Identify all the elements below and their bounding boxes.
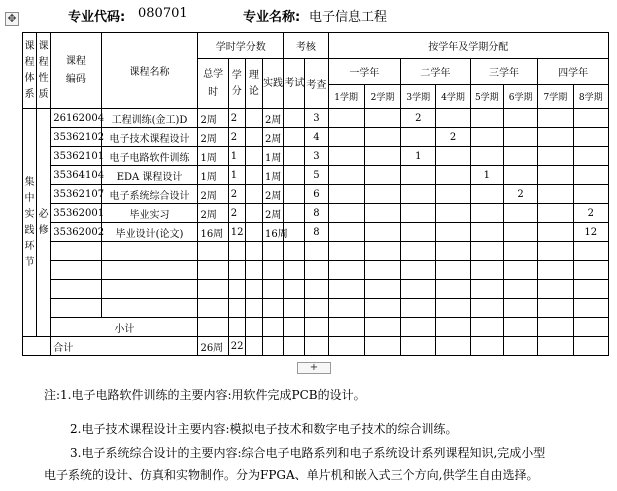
- empty-cell: [538, 242, 573, 261]
- total-label: 合计: [51, 337, 198, 356]
- total-cell: [364, 337, 400, 356]
- semester-cell: 2: [503, 185, 537, 204]
- course-code-cell: 35362002: [51, 223, 101, 242]
- col-practice: 实践: [262, 59, 283, 109]
- exam-cell: [284, 147, 305, 166]
- add-row-button[interactable]: +: [297, 362, 331, 374]
- course-name-cell: 电子系统综合设计: [101, 185, 198, 204]
- semester-cell: 1: [470, 166, 503, 185]
- semester-cell: [503, 204, 537, 223]
- semester-cell: [401, 204, 436, 223]
- note-2: 2.电子技术课程设计主要内容:模拟电子技术和数字电子技术的综合训练。: [70, 422, 458, 436]
- theory-cell: [245, 166, 262, 185]
- empty-cell: [228, 280, 245, 299]
- theory-cell: [245, 185, 262, 204]
- total-hours-cell: 1周: [198, 147, 228, 166]
- total-hours-cell: 2周: [198, 109, 228, 128]
- empty-cell: [262, 242, 283, 261]
- total-left-cell: [23, 337, 51, 356]
- practice-cell: 2周: [262, 204, 283, 223]
- course-nature-cell: 必修: [37, 109, 51, 337]
- semester-cell: [503, 128, 537, 147]
- table-row: [23, 299, 609, 318]
- subtotal-cell: [401, 318, 436, 337]
- check-cell: 5: [305, 166, 328, 185]
- subtotal-cell: [538, 318, 573, 337]
- col-assessment: 考核: [284, 33, 328, 59]
- semester-1: 1学期: [328, 85, 364, 109]
- practice-cell: 16周: [262, 223, 283, 242]
- year-1: 一学年: [328, 59, 401, 85]
- total-hours-sum: 26周: [198, 337, 228, 356]
- empty-cell: [328, 242, 364, 261]
- col-course-name: 课程名称: [101, 33, 198, 109]
- semester-cell: [503, 109, 537, 128]
- course-code-cell: 35364104: [51, 166, 101, 185]
- check-cell: 3: [305, 147, 328, 166]
- table-row: [23, 242, 609, 261]
- empty-cell: [470, 242, 503, 261]
- credits-cell: 2: [228, 204, 245, 223]
- semester-4: 4学期: [436, 85, 470, 109]
- empty-cell: [101, 261, 198, 280]
- total-cell: [538, 337, 573, 356]
- semester-cell: [364, 185, 400, 204]
- subtotal-cell: [305, 318, 328, 337]
- table-row: [23, 280, 609, 299]
- empty-cell: [284, 280, 305, 299]
- empty-cell: [401, 299, 436, 318]
- empty-cell: [401, 242, 436, 261]
- empty-cell: [245, 261, 262, 280]
- semester-cell: [436, 185, 470, 204]
- semester-cell: [538, 128, 573, 147]
- empty-cell: [364, 299, 400, 318]
- exam-cell: [284, 166, 305, 185]
- semester-cell: [503, 166, 537, 185]
- semester-cell: 2: [573, 204, 608, 223]
- course-code-cell: 35362101: [51, 147, 101, 166]
- col-hours-credits: 学时学分数: [198, 33, 284, 59]
- table-row: [23, 204, 609, 223]
- empty-cell: [503, 299, 537, 318]
- semester-cell: [328, 185, 364, 204]
- empty-cell: [538, 299, 573, 318]
- semester-cell: [538, 204, 573, 223]
- credits-cell: 1: [228, 166, 245, 185]
- course-code-cell: 35362102: [51, 128, 101, 147]
- empty-cell: [305, 299, 328, 318]
- empty-cell: [51, 299, 101, 318]
- empty-cell: [470, 261, 503, 280]
- table-row: [23, 109, 609, 128]
- semester-2: 2学期: [364, 85, 400, 109]
- semester-cell: [401, 185, 436, 204]
- empty-cell: [245, 280, 262, 299]
- practice-cell: 2周: [262, 185, 283, 204]
- empty-cell: [328, 299, 364, 318]
- col-exam: 考试: [284, 59, 305, 109]
- total-cell: [305, 337, 328, 356]
- empty-cell: [101, 242, 198, 261]
- empty-cell: [573, 261, 608, 280]
- major-name-label: 专业名称:: [243, 10, 301, 25]
- semester-cell: [328, 166, 364, 185]
- semester-8: 8学期: [573, 85, 608, 109]
- note-1: 注:1.电子电路软件训练的主要内容:用软件完成PCB的设计。: [44, 388, 366, 402]
- empty-cell: [573, 242, 608, 261]
- table-row: [23, 147, 609, 166]
- col-theory: 理论: [245, 59, 262, 109]
- subtotal-cell: [328, 318, 364, 337]
- semester-cell: [573, 128, 608, 147]
- empty-cell: [328, 280, 364, 299]
- empty-cell: [436, 280, 470, 299]
- table-row: [23, 166, 609, 185]
- semester-cell: [436, 109, 470, 128]
- empty-cell: [228, 261, 245, 280]
- credits-cell: 2: [228, 128, 245, 147]
- empty-cell: [262, 299, 283, 318]
- col-semester-distribution: 按学年及学期分配: [328, 33, 608, 59]
- empty-cell: [503, 242, 537, 261]
- exam-cell: [284, 204, 305, 223]
- empty-cell: [364, 242, 400, 261]
- empty-cell: [284, 242, 305, 261]
- empty-cell: [198, 261, 228, 280]
- subtotal-cell: [364, 318, 400, 337]
- empty-cell: [284, 261, 305, 280]
- subtotal-cell: [503, 318, 537, 337]
- semester-cell: [470, 223, 503, 242]
- semester-cell: 1: [401, 147, 436, 166]
- semester-cell: [470, 204, 503, 223]
- semester-6: 6学期: [503, 85, 537, 109]
- col-total-hours: [198, 59, 228, 109]
- empty-cell: [538, 261, 573, 280]
- col-course-nature: 课程性质: [37, 33, 51, 109]
- total-hours-cell: 2周: [198, 185, 228, 204]
- empty-cell: [228, 299, 245, 318]
- table-row: [23, 223, 609, 242]
- course-system-cell: 集中实践环节: [23, 109, 37, 337]
- empty-cell: [51, 242, 101, 261]
- check-cell: 6: [305, 185, 328, 204]
- check-cell: 3: [305, 109, 328, 128]
- credits-cell: 1: [228, 147, 245, 166]
- semester-cell: [573, 166, 608, 185]
- semester-cell: [538, 109, 573, 128]
- subtotal-cell: [436, 318, 470, 337]
- exam-cell: [284, 109, 305, 128]
- semester-cell: [538, 147, 573, 166]
- empty-cell: [573, 280, 608, 299]
- semester-cell: [328, 109, 364, 128]
- exam-cell: [284, 128, 305, 147]
- subtotal-label: 小计: [51, 318, 198, 337]
- major-name-value: 电子信息工程: [309, 10, 388, 25]
- semester-cell: [470, 128, 503, 147]
- semester-cell: [364, 166, 400, 185]
- theory-cell: [245, 223, 262, 242]
- col-course-code: [51, 33, 101, 109]
- empty-cell: [245, 242, 262, 261]
- theory-cell: [245, 147, 262, 166]
- semester-cell: [401, 223, 436, 242]
- semester-cell: [503, 223, 537, 242]
- semester-cell: [436, 223, 470, 242]
- semester-cell: [436, 166, 470, 185]
- empty-cell: [101, 280, 198, 299]
- empty-cell: [401, 261, 436, 280]
- semester-cell: [328, 223, 364, 242]
- total-cell: [262, 337, 283, 356]
- semester-cell: [470, 185, 503, 204]
- semester-5: 5学期: [470, 85, 503, 109]
- semester-cell: 2: [436, 128, 470, 147]
- total-cell: [503, 337, 537, 356]
- header-row-1: [23, 33, 609, 59]
- empty-cell: [573, 299, 608, 318]
- table-row: [23, 185, 609, 204]
- course-name-cell: 毕业实习: [101, 204, 198, 223]
- col-total-hours-text: 总学时: [203, 68, 224, 98]
- course-plan-table: [22, 32, 609, 356]
- subtotal-cell: [284, 318, 305, 337]
- empty-cell: [305, 280, 328, 299]
- semester-cell: [328, 204, 364, 223]
- semester-cell: [538, 166, 573, 185]
- major-code-value: 080701: [138, 6, 188, 21]
- semester-cell: [470, 147, 503, 166]
- note-3-line-2: 电子系统的设计、仿真和实物制作。分为FPGA、单片机和嵌入式三个方向,供学生自由选择。: [44, 468, 539, 482]
- col-course-system: 课程体系: [23, 33, 37, 109]
- practice-cell: 2周: [262, 128, 283, 147]
- subtotal-cell: [198, 318, 228, 337]
- semester-cell: [503, 147, 537, 166]
- empty-cell: [470, 299, 503, 318]
- table-row: [23, 128, 609, 147]
- semester-cell: [401, 128, 436, 147]
- theory-cell: [245, 109, 262, 128]
- subtotal-cell: [228, 318, 245, 337]
- total-hours-cell: 2周: [198, 204, 228, 223]
- credits-cell: 12: [228, 223, 245, 242]
- empty-cell: [364, 261, 400, 280]
- course-code-cell: 35362001: [51, 204, 101, 223]
- empty-cell: [228, 242, 245, 261]
- subtotal-row: [23, 318, 609, 337]
- empty-cell: [328, 261, 364, 280]
- course-plan-body: [23, 33, 609, 356]
- course-name-cell: 电子技术课程设计: [101, 128, 198, 147]
- total-hours-cell: 16周: [198, 223, 228, 242]
- semester-cell: [470, 109, 503, 128]
- col-course-code-text: 课程编码: [65, 55, 86, 85]
- total-row: [23, 337, 609, 356]
- theory-cell: [245, 128, 262, 147]
- empty-cell: [284, 299, 305, 318]
- empty-cell: [245, 299, 262, 318]
- empty-cell: [198, 242, 228, 261]
- semester-cell: [364, 204, 400, 223]
- empty-cell: [51, 261, 101, 280]
- empty-cell: [198, 280, 228, 299]
- credits-cell: 2: [228, 185, 245, 204]
- semester-cell: 12: [573, 223, 608, 242]
- empty-cell: [101, 299, 198, 318]
- note-3-line-1: 3.电子系统综合设计的主要内容:综合电子电路系列和电子系统设计系列课程知识,完成小型: [70, 446, 546, 460]
- semester-cell: [573, 185, 608, 204]
- empty-cell: [503, 261, 537, 280]
- total-hours-cell: 1周: [198, 166, 228, 185]
- subtotal-cell: [262, 318, 283, 337]
- page-header: [0, 6, 617, 28]
- empty-cell: [262, 280, 283, 299]
- total-cell: [401, 337, 436, 356]
- check-cell: 8: [305, 204, 328, 223]
- total-cell: [328, 337, 364, 356]
- semester-cell: [538, 223, 573, 242]
- total-cell: [436, 337, 470, 356]
- total-credits-sum: 22: [228, 337, 245, 356]
- semester-cell: [436, 204, 470, 223]
- total-cell: [573, 337, 608, 356]
- empty-cell: [436, 242, 470, 261]
- practice-cell: 2周: [262, 109, 283, 128]
- total-cell: [284, 337, 305, 356]
- subtotal-cell: [470, 318, 503, 337]
- col-credits: 学分: [228, 59, 245, 109]
- major-code-label: 专业代码:: [68, 10, 126, 25]
- semester-cell: [364, 109, 400, 128]
- semester-cell: [401, 166, 436, 185]
- subtotal-cell: [245, 318, 262, 337]
- empty-cell: [364, 280, 400, 299]
- empty-cell: [305, 261, 328, 280]
- total-cell: [470, 337, 503, 356]
- year-2: 二学年: [401, 59, 471, 85]
- table-move-handle-icon[interactable]: ✥: [5, 12, 19, 26]
- theory-cell: [245, 204, 262, 223]
- semester-cell: [364, 147, 400, 166]
- subtotal-cell: [573, 318, 608, 337]
- empty-cell: [51, 280, 101, 299]
- course-name-cell: 工程训练(金工)D: [101, 109, 198, 128]
- col-check: 考查: [305, 59, 328, 109]
- year-4: 四学年: [538, 59, 609, 85]
- empty-cell: [436, 299, 470, 318]
- total-cell: [245, 337, 262, 356]
- course-name-cell: 毕业设计(论文): [101, 223, 198, 242]
- check-cell: 4: [305, 128, 328, 147]
- table-row: [23, 261, 609, 280]
- semester-cell: 2: [401, 109, 436, 128]
- semester-cell: [364, 223, 400, 242]
- practice-cell: 1周: [262, 166, 283, 185]
- empty-cell: [305, 242, 328, 261]
- practice-cell: 1周: [262, 147, 283, 166]
- semester-cell: [573, 109, 608, 128]
- check-cell: 8: [305, 223, 328, 242]
- total-hours-cell: 2周: [198, 128, 228, 147]
- course-code-cell: 35362107: [51, 185, 101, 204]
- empty-cell: [198, 299, 228, 318]
- year-3: 三学年: [470, 59, 538, 85]
- empty-cell: [470, 280, 503, 299]
- semester-3: 3学期: [401, 85, 436, 109]
- semester-cell: [328, 128, 364, 147]
- exam-cell: [284, 185, 305, 204]
- semester-7: 7学期: [538, 85, 573, 109]
- credits-cell: 2: [228, 109, 245, 128]
- semester-cell: [436, 147, 470, 166]
- course-code-cell: 26162004: [51, 109, 101, 128]
- empty-cell: [262, 261, 283, 280]
- semester-cell: [364, 128, 400, 147]
- semester-cell: [328, 147, 364, 166]
- course-name-cell: EDA 课程设计: [101, 166, 198, 185]
- empty-cell: [538, 280, 573, 299]
- course-name-cell: 电子电路软件训练: [101, 147, 198, 166]
- semester-cell: [573, 147, 608, 166]
- empty-cell: [436, 261, 470, 280]
- empty-cell: [401, 280, 436, 299]
- semester-cell: [538, 185, 573, 204]
- empty-cell: [503, 280, 537, 299]
